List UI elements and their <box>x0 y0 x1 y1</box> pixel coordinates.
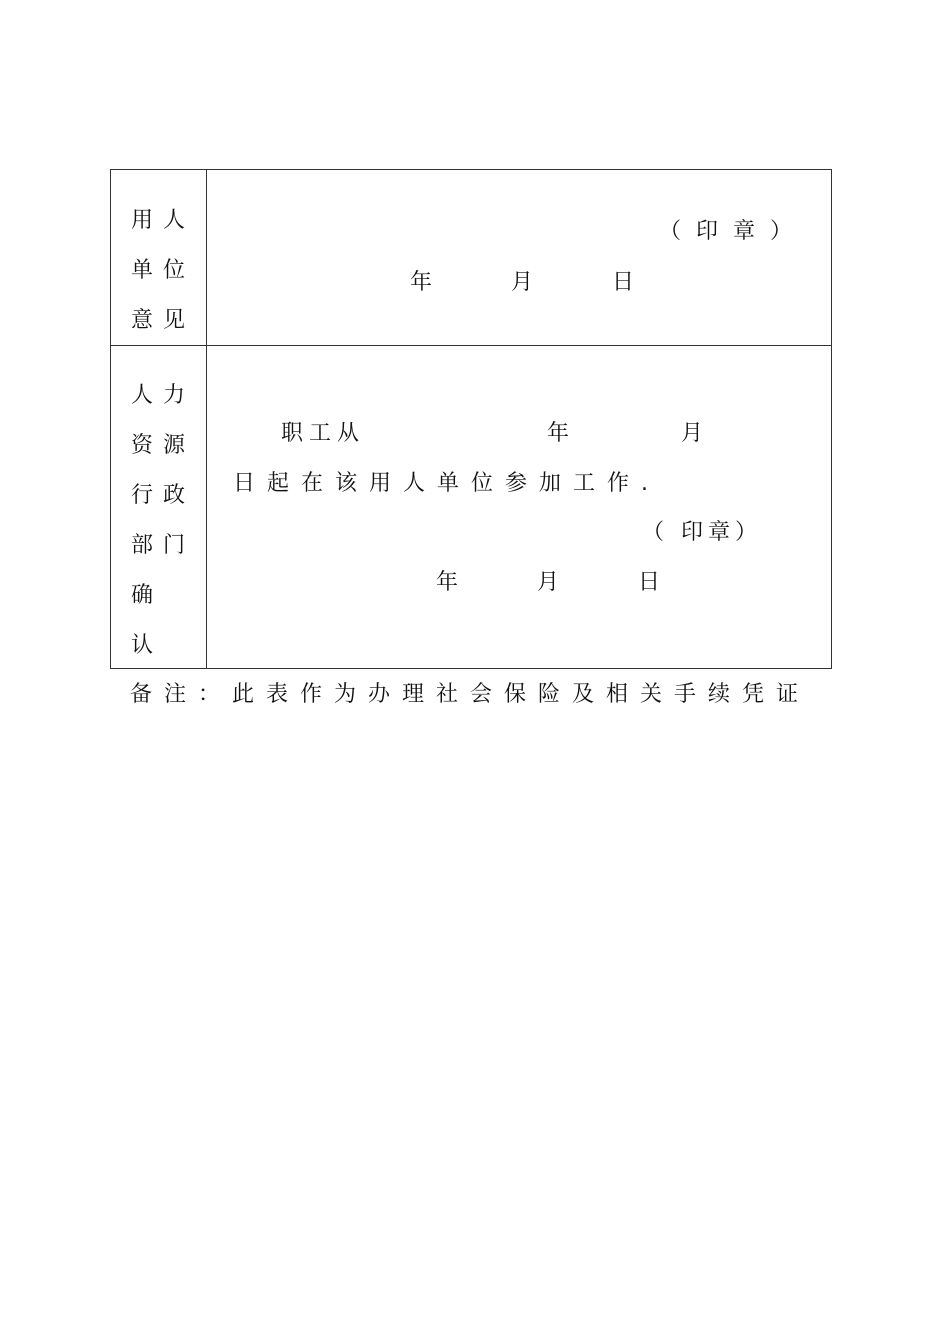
hr-seal-text: （ 印章） <box>642 520 762 545</box>
hr-label-line-5: 确 <box>131 583 164 608</box>
employer-opinion-content-cell <box>207 170 831 345</box>
employer-day-label: 日 <box>612 270 635 295</box>
hr-inline-year-label: 年 <box>547 421 570 446</box>
employer-seal-text: （ 印 章 ） <box>659 219 796 244</box>
hr-inline-month-label: 月 <box>681 421 704 446</box>
hr-label-line-4: 部门 <box>131 533 196 558</box>
confirmation-form-table <box>110 169 832 669</box>
hr-month-label: 月 <box>537 570 560 595</box>
employer-year-label: 年 <box>410 270 433 295</box>
hr-year-label: 年 <box>436 570 459 595</box>
employer-month-label: 月 <box>511 270 534 295</box>
hr-confirmation-row <box>111 345 831 668</box>
hr-staff-from-text: 职工从 <box>281 421 366 446</box>
hr-label-line-2: 资源 <box>131 433 196 458</box>
employer-opinion-label-cell <box>111 170 207 345</box>
hr-confirmation-content-cell <box>207 345 831 668</box>
hr-confirmation-label-cell <box>111 345 207 668</box>
hr-label-line-6: 认 <box>131 633 164 658</box>
hr-label-line-1: 人力 <box>131 383 196 408</box>
hr-start-work-text: 日起在该用人单位参加工作. <box>233 471 660 496</box>
employer-label-line-2: 单位 <box>131 258 196 283</box>
form-note: 备注：此表作为办理社会保险及相关手续凭证 <box>130 682 811 707</box>
employer-label-line-3: 意见 <box>131 308 196 333</box>
hr-day-label: 日 <box>638 570 661 595</box>
hr-label-line-3: 行政 <box>131 483 196 508</box>
employer-label-line-1: 用人 <box>131 208 196 233</box>
employer-opinion-row <box>111 170 831 346</box>
